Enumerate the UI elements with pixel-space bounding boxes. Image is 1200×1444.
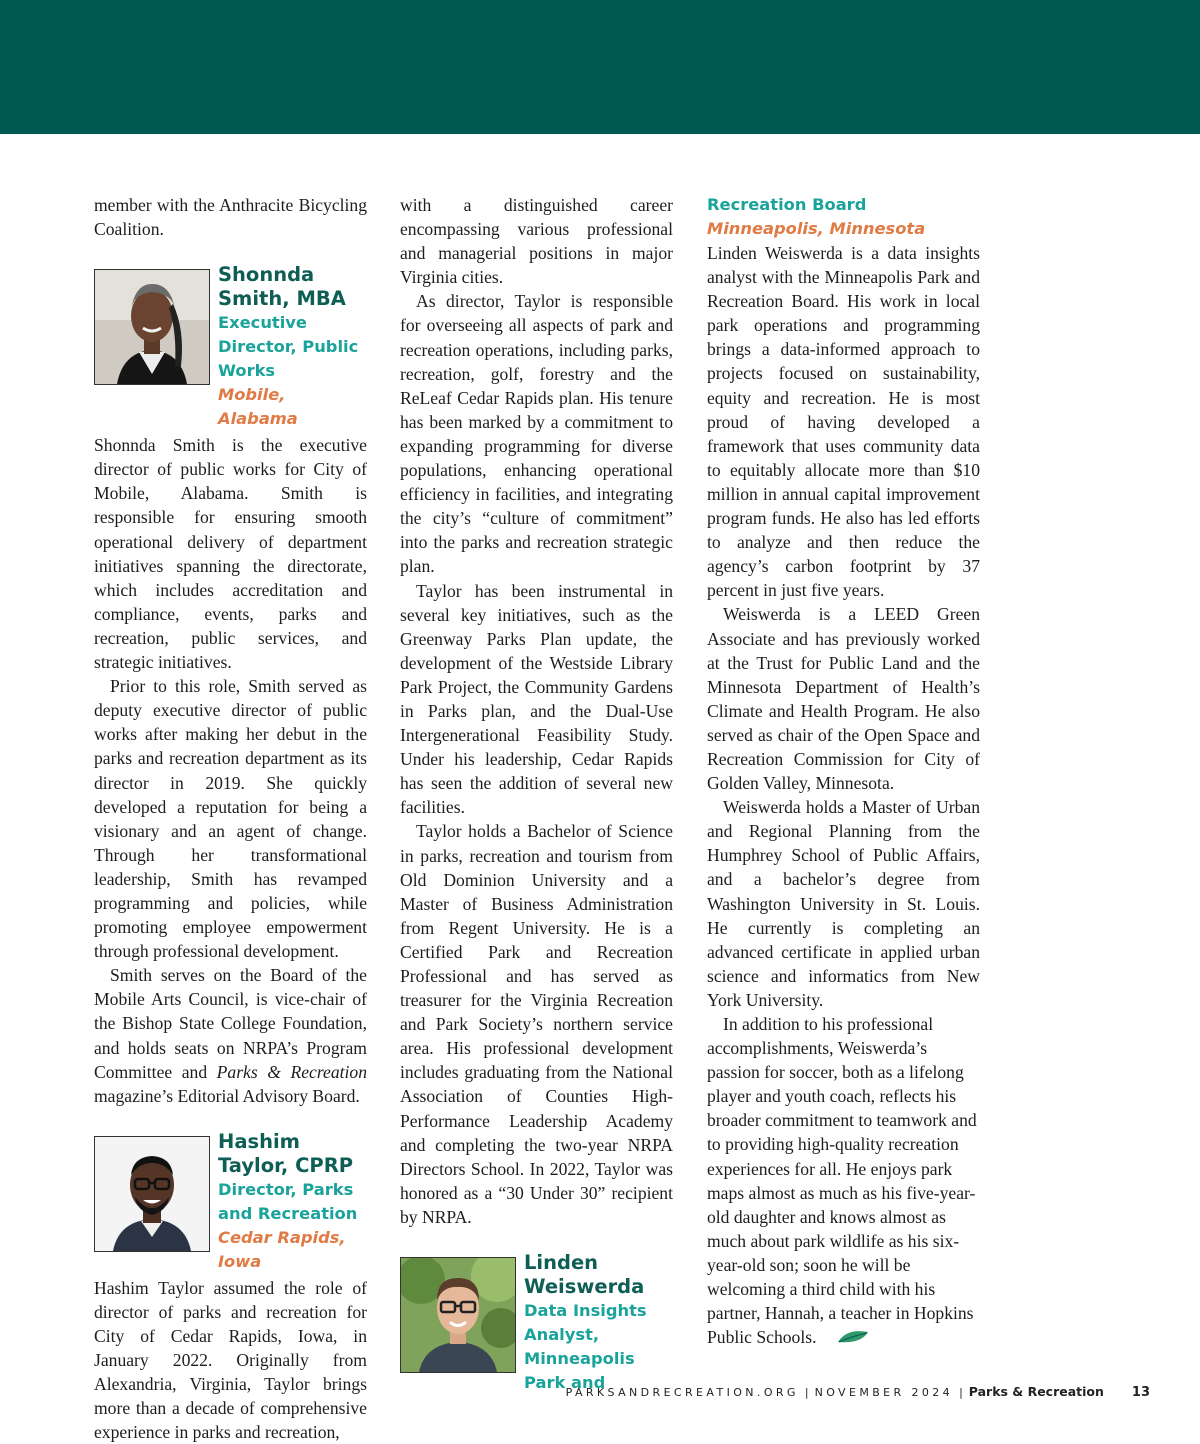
taylor-paragraph-4: Taylor holds a Bachelor of Science in parks, recreation and tourism from Old Dominion University and a Master of Business Administration from Regent University. He is a Certified Park and Recreation Professional and has served as treasurer for the Virginia Recreation and Park Society’s northern service area. His professional development includes graduating from the National Association of Counties High-Performance Leadership Academy and completing the two-year NRPA Directors School. In 2022, Taylor was honored as a “30 Under 30” recipient by NRPA. [400,821,673,1227]
header-band [0,0,1200,134]
taylor-paragraph-2: As director, Taylor is responsible for overseeing all aspects of park and recreation operations, including parks, recreation, golf, forestry and the ReLeaf Cedar Rapids plan. His tenure has been marked by a commitment to expanding programming for diverse populations, enhancing operational efficiency in facilities, and integrating the city’s “culture of commitment” into the parks and recreation strategic plan. [400,291,673,577]
smith-paragraph-1: Shonnda Smith is the executive director of public works for City of Mobile, Alabama. Smith is responsible for ensuring smooth operational delivery of department initiatives spanning the directorate, which includes accreditation and compliance, events, parks and recreation, public services, and strategic initiatives. [94,435,367,673]
smith-p3-text-a: Smith serves on the Board of the Mobile Arts Council, is vice-chair of the Bishop State College Foundation, and holds seats on NRPA’s Program Committee and [94,965,367,1082]
weiswerda-paragraph-3: Weiswerda holds a Master of Urban and Regional Planning from the Humphrey School of Public Affairs, and a bachelor’s degree from Washington University in St. Louis. He currently is completing an advanced certificate in applied urban science and informatics from New York University. [707,797,980,1010]
weiswerda-paragraph-4 [707,1012,980,1349]
smith-p3-text-b: magazine’s Editorial Advisory Board. [94,1085,360,1106]
taylor-paragraph-1-start: Hashim Taylor assumed the role of director of parks and recreation for City of Cedar Rapids, Iowa, in January 2022. Originally from Alexandria, Virginia, Taylor brings more than a decade of comprehensive experience in parks and recreation, [94,1277,367,1443]
footer-site: PARKSANDRECREATION.ORG [565,1386,799,1399]
taylor-paragraph-1-end: with a distinguished career encompassing various professional and managerial positions in major Virginia cities. [400,195,673,288]
column-2 [400,193,673,1397]
footer-separator-2: | [959,1386,963,1399]
weiswerda-paragraph-2: Weiswerda is a LEED Green Associate and has previously worked at the Trust for Public Land and the Minnesota Department of Health’s Climate and Health Program. He also served as chair of the Open Space and Recreation Commission for City of Golden Valley, Minnesota. [707,604,980,794]
leaf-icon [821,1326,853,1340]
smith-paragraph-3 [94,963,367,1108]
weiswerda-photo [400,1257,516,1373]
taylor-title: Director, Parks and Recreation [218,1179,358,1223]
weiswerda-p4-text: In addition to his professional accomplishments, Weiswerda’s passion for soccer, both as a lifelong player and youth coach, reflects his broader commitment to teamwork and to providing high-quality recreation experiences for all. He enjoys park maps almost as much as his five-year-old daughter and knows almost as much about park wildlife as his six-year-old son; soon he will be welcoming a third child with his partner, Hannah, a teacher in Hopkins Public Schools. [707,1014,977,1348]
footer-separator-1: | [804,1386,809,1399]
smith-paragraph-2: Prior to this role, Smith served as deputy executive director of public works after making her debut in the parks and recreation department as its director in 2019. She quickly developed a reputation for being a visionary and an agent of change. Through her transformational leadership, Smith has revamped programming and policies, while promoting employee empowerment through professional development. [94,676,367,962]
magazine-title-italic: Parks & Recreation [216,1061,367,1082]
taylor-location: Cedar Rapids, Iowa [218,1227,346,1271]
column-3 [707,193,980,1349]
smith-location: Mobile, Alabama [218,385,298,429]
weiswerda-paragraph-1: Linden Weiswerda is a data insights analyst with the Minneapolis Park and Recreation Board. His work in local park operations and programming brings a data-informed approach to projects focused on sustainability, equity and recreation. He is most proud of having developed a framework that uses community data to equitably allocate more than $10 million in annual capital improvement program funds. He also has led efforts to analyze and then reduce the agency’s carbon footprint by 37 percent in just five years. [707,243,980,601]
taylor-paragraph-3: Taylor has been instrumental in several key initiatives, such as the Greenway Parks Plan update, the development of the Westside Library Park Project, the Community Gardens in Parks plan, and the Dual-Use Intergenerational Feasibility Study. Under his leadership, Cedar Rapids has seen the addition of several new facilities. [400,580,673,818]
smith-photo [94,269,210,385]
page-number: 13 [1131,1385,1150,1400]
smith-title: Executive Director, Public Works [218,313,359,381]
weiswerda-bio-header [400,1251,673,1395]
smith-bio-header [94,263,367,431]
footer-date: NOVEMBER 2024 [814,1386,954,1399]
intro-paragraph: member with the Anthracite Bicycling Coalition. [94,195,367,240]
weiswerda-location: Minneapolis, Minnesota [707,219,926,238]
footer-magazine: Parks & Recreation [968,1384,1104,1399]
weiswerda-title-start: Data Insights Analyst, Minneapolis Park and [524,1301,647,1393]
smith-name: Shonnda Smith, MBA [218,263,346,311]
column-1 [94,193,367,1444]
page-footer [0,1384,1150,1400]
taylor-photo [94,1136,210,1252]
weiswerda-title-end: Recreation Board [707,195,867,214]
weiswerda-name: Linden Weiswerda [524,1251,645,1299]
taylor-bio-header [94,1130,367,1274]
taylor-name: Hashim Taylor, CPRP [218,1129,353,1177]
